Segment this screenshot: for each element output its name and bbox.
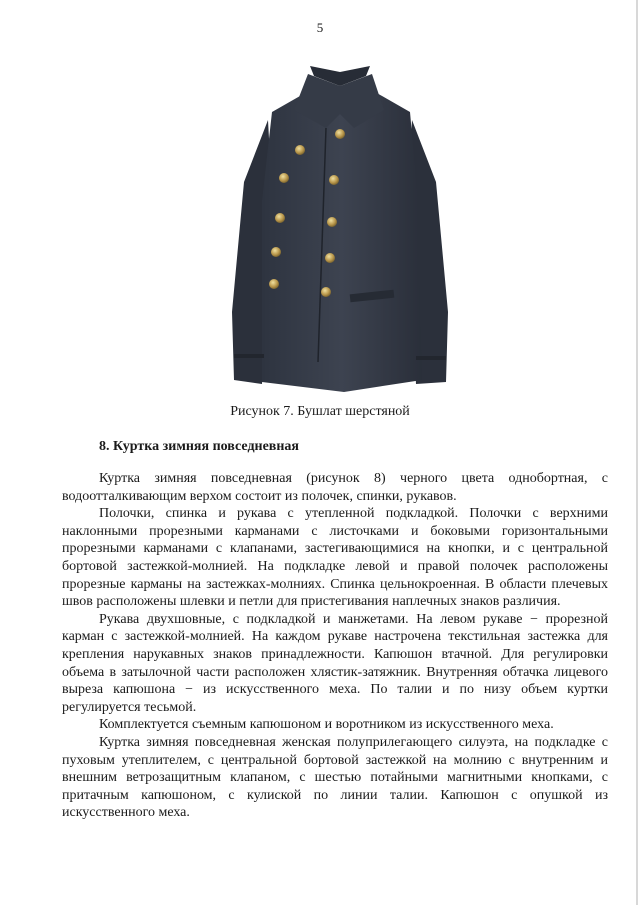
scan-edge-line (636, 0, 638, 905)
pea-coat-photo (222, 62, 458, 402)
page-number: 5 (316, 20, 324, 35)
section-body (62, 470, 608, 822)
paragraph: Куртка зимняя повседневная женская полуприлегающего силуэта, на подкладке с пуховым утеплителем, с центральной бортовой застежкой на молнию с внутренним и внешним ветрозащитным клапаном, с шестью потайными магнитными кнопками, с притачным капюшоном, с кулиской по линии талии. Капюшон с опушкой из искусственного меха. (62, 734, 608, 821)
section-heading: 8. Куртка зимняя повседневная (99, 439, 300, 454)
figure-caption: Рисунок 7. Бушлат шерстяной (230, 404, 410, 419)
paragraph: Комплектуется съемным капюшоном и воротником из искусственного меха. (99, 717, 554, 733)
paragraph: Куртка зимняя повседневная (рисунок 8) черного цвета однобортная, с водоотталкивающим верхом состоит из полочек, спинки, рукавов. (62, 471, 608, 504)
paragraph: Рукава двухшовные, с подкладкой и манжетами. На левом рукаве − прорезной карман с застежкой-молнией. На каждом рукаве настрочена текстильная застежка для крепления нарукавных знаков принадлежности. Капюшон втачной. Для регулировки объема в затылочной части расположен хлястик-затяжник. Внутренняя обтачка лицевого выреза капюшона − из искусственного меха. По талии и по низу объем куртки регулируется тесьмой. (62, 611, 608, 715)
paragraph: Полочки, спинка и рукава с утепленной подкладкой. Полочки с верхними наклонными прорезными карманами с листочками и боковыми горизонтальными прорезными карманами с клапанами, застегивающимися на кнопки, и с центральной бортовой застежкой-молнией. На подкладке левой и правой полочек расположены прорезные карманы на застежках-молниях. Спинка цельнокроенная. В области плечевых швов расположены шлевки и петли для пристегивания наплечных знаков различия. (62, 506, 608, 610)
